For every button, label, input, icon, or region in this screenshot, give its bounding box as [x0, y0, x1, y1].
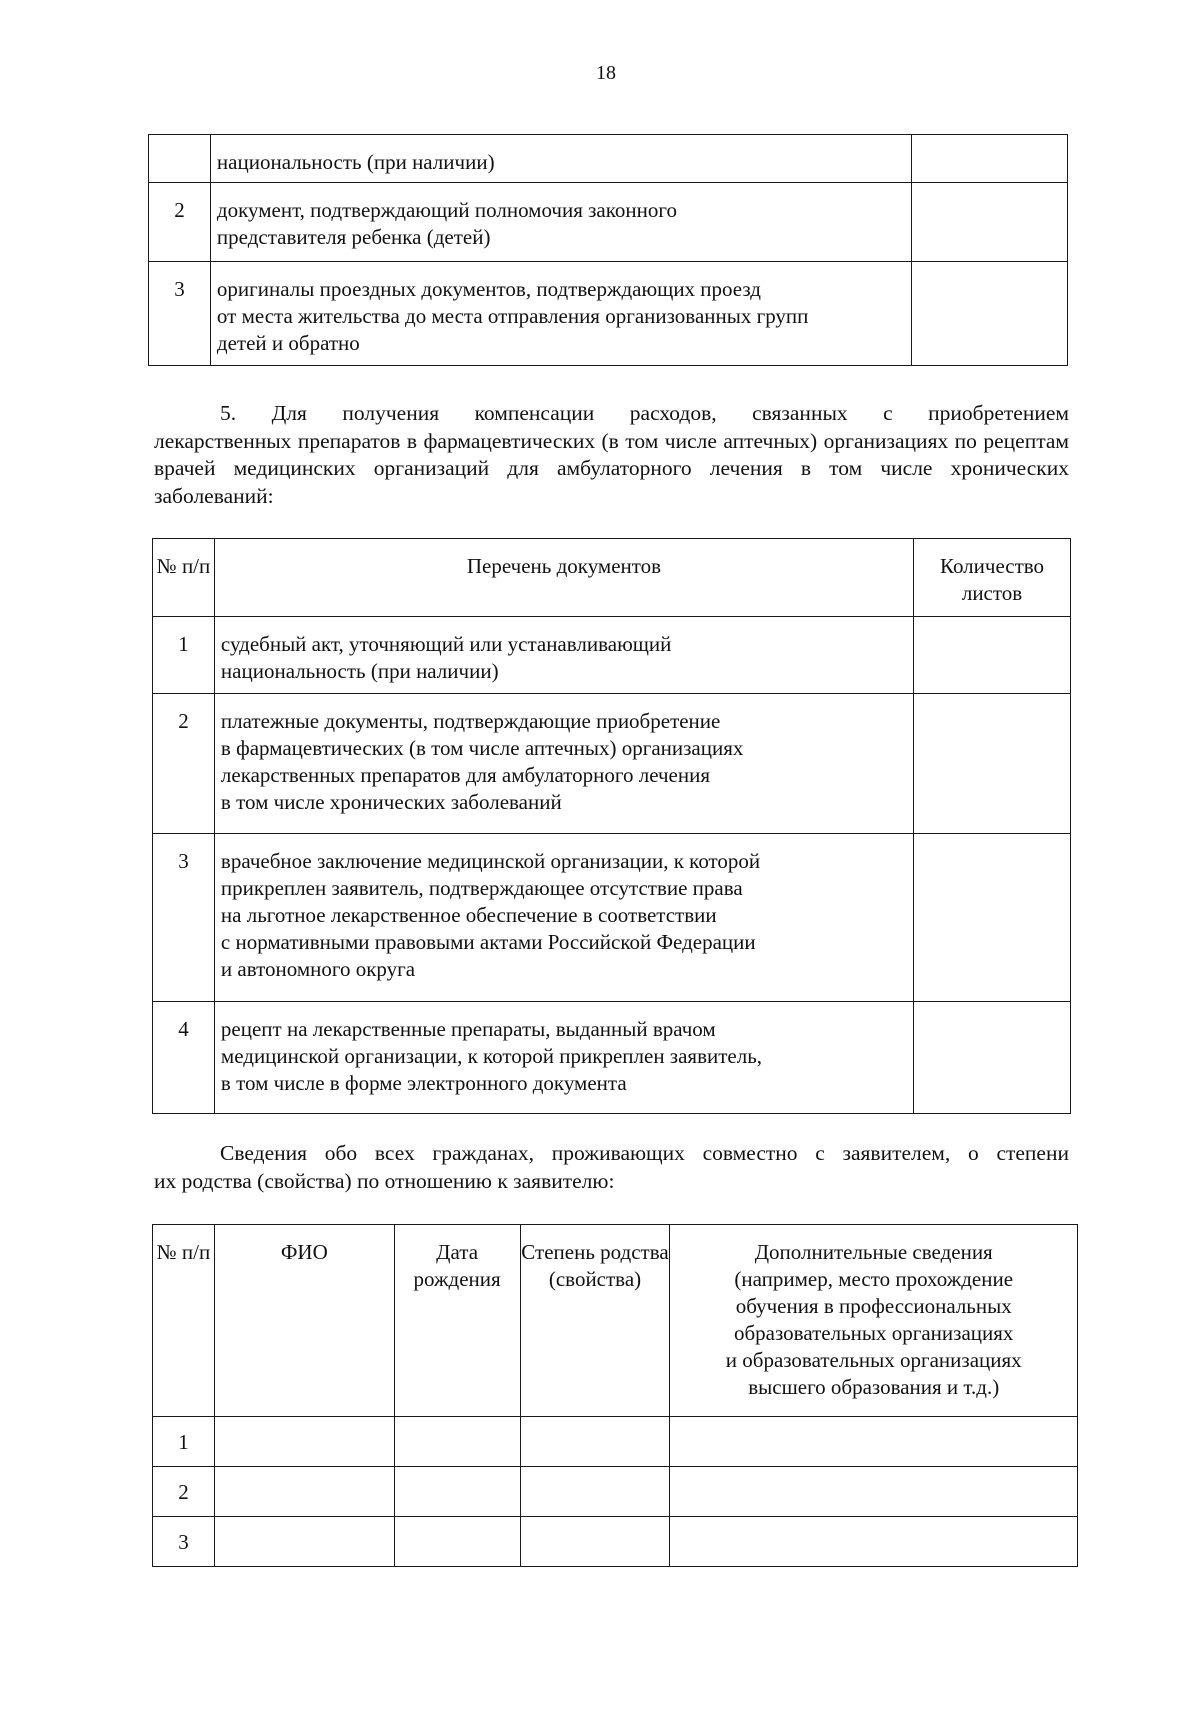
header-relationship: Степень родства (свойства) [520, 1225, 670, 1417]
row-number: 2 [149, 183, 211, 262]
text-line: врачебное заключение медицинской организации, к которой [220, 849, 761, 873]
empty-cell [520, 1517, 670, 1567]
sheet-count-cell [914, 1002, 1071, 1114]
row-number: 2 [153, 1467, 215, 1517]
empty-cell [520, 1417, 670, 1467]
document-description [210, 183, 911, 262]
cohabitants-table [152, 1224, 1078, 1567]
document-description [210, 135, 911, 183]
header-additional-info [670, 1225, 1078, 1417]
text-line: на льготное лекарственное обеспечение в соответствии [220, 903, 717, 927]
table-header-row [153, 1225, 1078, 1417]
empty-cell [214, 1517, 394, 1567]
row-number: 1 [153, 1417, 215, 1467]
table-row [153, 617, 1071, 694]
text-line: в том числе хронических заболеваний [220, 790, 562, 814]
text-line: обучения в профессиональных [735, 1294, 1012, 1318]
row-number: 4 [153, 1002, 215, 1114]
empty-cell [670, 1417, 1078, 1467]
section-5-paragraph [154, 400, 1069, 510]
header-number: № п/п [153, 539, 215, 617]
document-description [210, 262, 911, 366]
cohabitants-info-paragraph [154, 1140, 1069, 1195]
document-description [214, 617, 913, 694]
sheet-count-cell [912, 183, 1068, 262]
table-row [149, 135, 1068, 183]
empty-cell [394, 1517, 520, 1567]
text-line: от места жительства до места отправления организованных групп [216, 304, 809, 328]
empty-cell [214, 1417, 394, 1467]
text-line: платежные документы, подтверждающие приобретение [220, 709, 721, 733]
sheet-count-cell [914, 834, 1071, 1002]
document-description [214, 694, 913, 834]
empty-cell [214, 1467, 394, 1517]
sheet-count-cell [914, 617, 1071, 694]
text-line: национальность (при наличии) [220, 659, 499, 683]
row-number: 3 [153, 834, 215, 1002]
sheet-count-cell [914, 694, 1071, 834]
empty-cell [670, 1467, 1078, 1517]
table-row [153, 694, 1071, 834]
text-line: и автономного округа [220, 957, 416, 981]
text-line: судебный акт, уточняющий или устанавливающий [220, 632, 672, 656]
table-row [153, 1002, 1071, 1114]
page-number: 18 [596, 62, 616, 84]
text-line: образовательных организациях [734, 1321, 1014, 1345]
table-row [153, 1467, 1078, 1517]
text-line: и образовательных организациях [725, 1348, 1022, 1372]
text-line: Дополнительные сведения [754, 1240, 993, 1264]
row-number: 1 [153, 617, 215, 694]
table-row [149, 262, 1068, 366]
sheet-count-cell [912, 135, 1068, 183]
header-number: № п/п [153, 1225, 215, 1417]
text-line: прикреплен заявитель, подтверждающее отсутствие права [220, 876, 743, 900]
continuation-table [148, 134, 1068, 366]
text-line: медицинской организации, к которой прикреплен заявитель, [220, 1044, 763, 1068]
empty-cell [670, 1517, 1078, 1567]
paragraph-text: лекарственных препаратов в фармацевтических (в том числе аптечных) организациях по рецептам врачей медицинских организаций для амбулаторного лечения в том числе хронических заболеваний: [154, 428, 1069, 508]
text-line: (например, место прохождение [734, 1267, 1014, 1291]
text-line: национальность (при наличии) [216, 150, 495, 174]
header-full-name: ФИО [214, 1225, 394, 1417]
header-document-list: Перечень документов [214, 539, 913, 617]
text-line: представителя ребенка (детей) [216, 225, 491, 249]
header-birth-date: Дата рождения [394, 1225, 520, 1417]
table-header-row [153, 539, 1071, 617]
header-sheet-count: Количество листов [914, 539, 1071, 617]
text-line: детей и обратно [216, 331, 360, 355]
text-line: в фармацевтических (в том числе аптечных) организациях [220, 736, 744, 760]
documents-table [152, 538, 1071, 1114]
paragraph-first-line: 5. Для получения компенсации расходов, связанных с приобретением [220, 401, 1069, 425]
empty-cell [520, 1467, 670, 1517]
table-row [153, 1517, 1078, 1567]
table-row [153, 834, 1071, 1002]
row-number: 3 [153, 1517, 215, 1567]
text-line: оригиналы проездных документов, подтверждающих проезд [216, 277, 761, 301]
row-number [149, 135, 211, 183]
text-line: высшего образования и т.д.) [748, 1375, 1000, 1399]
text-line: в том числе в форме электронного документа [220, 1071, 627, 1095]
row-number: 3 [149, 262, 211, 366]
table-row [153, 1417, 1078, 1467]
empty-cell [394, 1417, 520, 1467]
sheet-count-cell [912, 262, 1068, 366]
document-description [214, 1002, 913, 1114]
empty-cell [394, 1467, 520, 1517]
text-line: рецепт на лекарственные препараты, выданный врачом [220, 1017, 716, 1041]
text-line: документ, подтверждающий полномочия законного [216, 198, 677, 222]
paragraph-first-line: Сведения обо всех гражданах, проживающих совместно с заявителем, о степени [220, 1141, 1069, 1165]
paragraph-text: их родства (свойства) по отношению к заявителю: [154, 1168, 615, 1193]
table-row [149, 183, 1068, 262]
text-line: лекарственных препаратов для амбулаторного лечения [220, 763, 711, 787]
document-description [214, 834, 913, 1002]
text-line: с нормативными правовыми актами Российской Федерации [220, 930, 756, 954]
row-number: 2 [153, 694, 215, 834]
